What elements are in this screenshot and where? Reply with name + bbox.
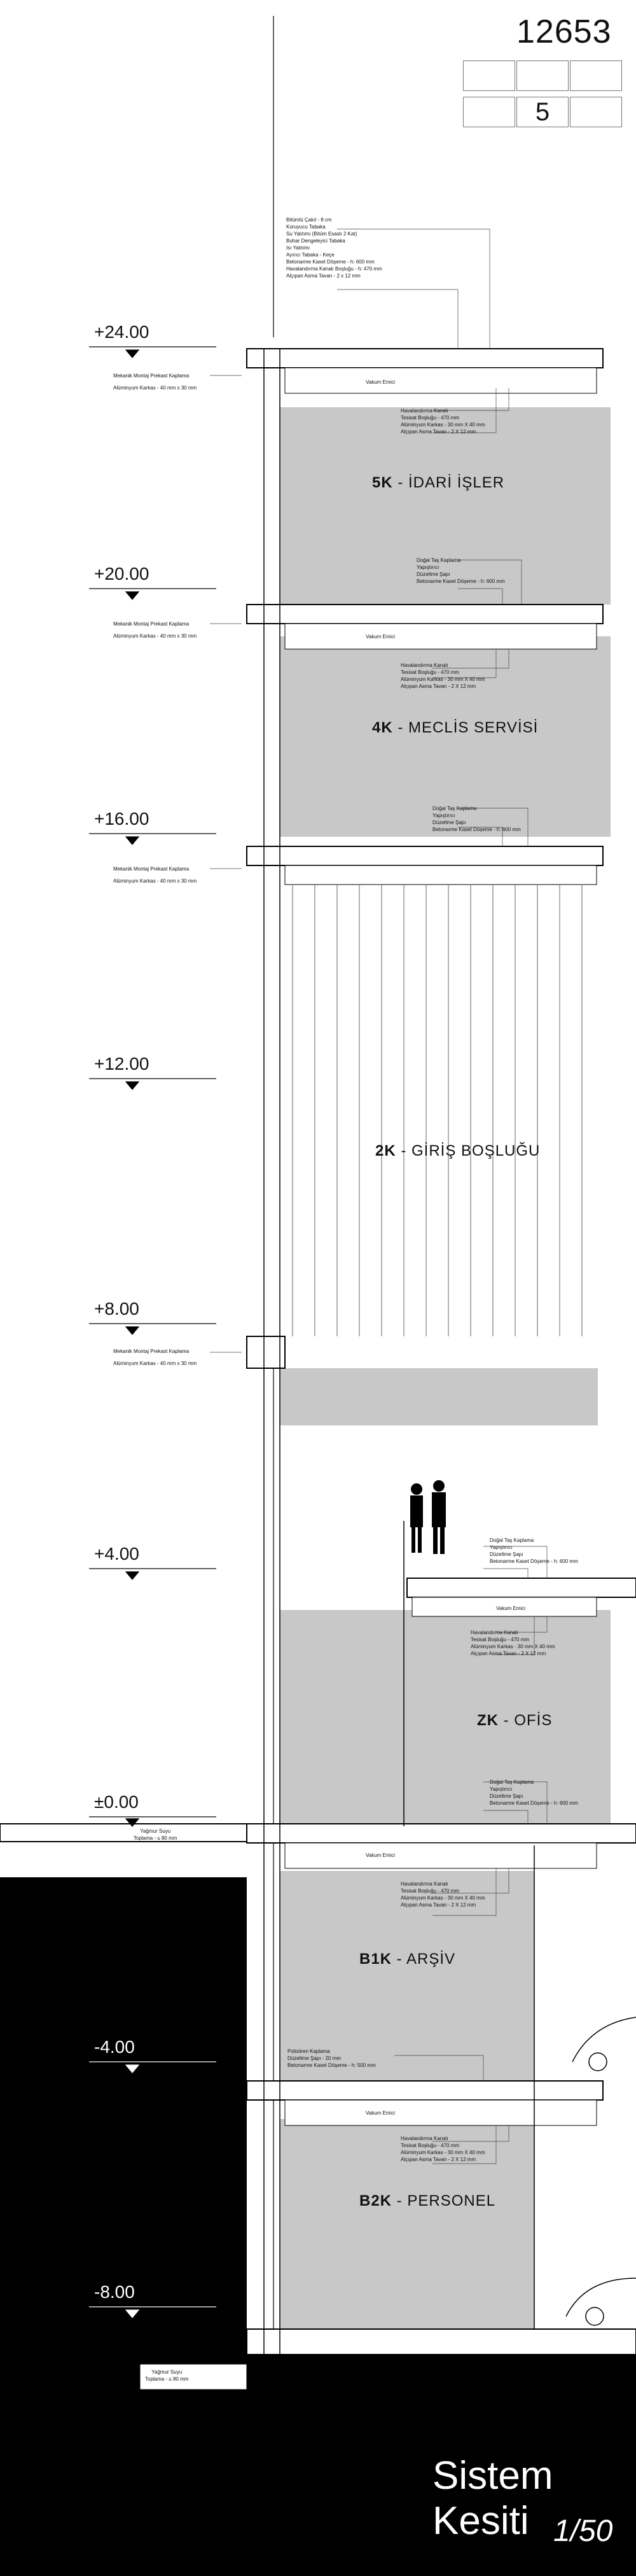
floor-notes: Doğal Taş Kaplama Yapıştırıcı Düzeltme Şapı Betonarme Kaset Döşeme - h: 600 mm <box>432 806 521 832</box>
rain-notes: Yağmur Suyu Toplama - ≤ 80 mm <box>145 2369 189 2382</box>
facade-notes: Mekanik Montaj Prekast Kaplama Alüminyum Karkas - 40 mm x 30 mm <box>113 373 197 391</box>
room-label: 4K - MECLİS SERVİSİ <box>372 719 539 736</box>
basement-slab-notes: Polistiren Kaplama Düzeltme Şapı - 20 mm Betonarme Kaset Döşeme - h: 500 mm <box>287 2048 376 2068</box>
level-label: +16.00 <box>94 809 149 829</box>
slab-20 <box>247 605 603 624</box>
slab-minus4 <box>247 2081 603 2100</box>
ceiling-notes: Havalandırma Kanalı Tesisat Boşluğu - 470 mm Alüminyum Karkas - 30 mm X 40 mm Alçıpan Asma Tavan - 2 X 12 mm <box>401 408 485 435</box>
header-box-1 <box>463 60 515 91</box>
roof-notes: Bitümlü Çakıl - 8 cm Koruyucu Tabaka Su Yalıtımı (Bitüm Esaslı 2 Kat) Buhar Dengeleyici Tabaka Isı Yalıtımı Ayırıcı Tabaka - Keçe Betonarme Kaset Döşeme - h: 600 mm Havalandırma Kanalı Boşluğu - h: 470 mm Alçıpan Asma Tavan - 2 x 12 mm <box>286 217 382 279</box>
level-label: +20.00 <box>94 564 149 584</box>
level-label: +24.00 <box>94 322 149 342</box>
people-figure <box>410 1480 446 1554</box>
level-label: +4.00 <box>94 1544 139 1564</box>
sheet-number-box: 5 <box>516 97 569 127</box>
level-label: ±0.00 <box>94 1792 139 1812</box>
room-label: 5K - İDARİ İŞLER <box>372 474 505 491</box>
header-box-4 <box>463 97 515 127</box>
vakum-label: Vakum Emici <box>366 379 396 385</box>
level-label: +8.00 <box>94 1299 139 1319</box>
ceiling-notes: Havalandırma Kanalı Tesisat Boşluğu - 470 mm Alüminyum Karkas - 30 mm X 40 mm Alçıpan Asma Tavan - 2 X 12 mm <box>401 2136 485 2162</box>
sheet-scale: 1/50 <box>553 2514 613 2548</box>
level-label: +12.00 <box>94 1054 149 1074</box>
facade-notes: Mekanik Montaj Prekast Kaplama Alüminyum Karkas - 40 mm x 30 mm <box>113 866 197 884</box>
ceiling-notes: Havalandırma Kanalı Tesisat Boşluğu - 470 mm Alüminyum Karkas - 30 mm X 40 mm Alçıpan Asma Tavan - 2 X 12 mm <box>401 1881 485 1908</box>
slab-4 <box>407 1578 636 1597</box>
ceiling-notes: Havalandırma Kanalı Tesisat Boşluğu - 470 mm Alüminyum Karkas - 30 mm X 40 mm Alçıpan Asma Tavan - 2 X 12 mm <box>471 1630 555 1656</box>
header-box-6 <box>570 97 622 127</box>
rain-notes: Yağmur Suyu Toplama - ≤ 80 mm <box>134 1828 177 1841</box>
earth-fill <box>0 1877 247 2576</box>
header-box-2 <box>516 60 569 91</box>
vakum-label: Vakum Emici <box>496 1606 526 1611</box>
vakum-label: Vakum Emici <box>366 1852 396 1858</box>
room-label: B2K - PERSONEL <box>359 2192 496 2209</box>
floor-notes: Doğal Taş Kaplama Yapıştırıcı Düzeltme Şapı Betonarme Kaset Döşeme - h: 600 mm <box>417 557 505 584</box>
slab-roof <box>247 349 603 368</box>
slab-16 <box>247 846 603 865</box>
slab-minus8 <box>247 2329 636 2355</box>
slab-8 <box>247 1336 285 1368</box>
floor-notes: Doğal Taş Kaplama Yapıştırıcı Düzeltme Şapı Betonarme Kaset Döşeme - h: 600 mm <box>490 1779 578 1806</box>
vakum-label: Vakum Emici <box>366 2110 396 2116</box>
car-outline <box>566 2017 636 2325</box>
mezzanine-slab-band <box>280 1368 598 1425</box>
room-label: B1K - ARŞİV <box>359 1950 456 1968</box>
ground-slab <box>0 1824 247 1842</box>
room-label: 2K - GİRİŞ BOŞLUĞU <box>375 1142 541 1159</box>
header-box-3 <box>570 60 622 91</box>
room-label: ZK - OFİS <box>477 1712 553 1729</box>
slab-0 <box>247 1824 636 1843</box>
level-label: -4.00 <box>94 2037 135 2057</box>
vakum-label: Vakum Emici <box>366 634 396 640</box>
floor-notes: Doğal Taş Kaplama Yapıştırıcı Düzeltme Şapı Betonarme Kaset Döşeme - h: 600 mm <box>490 1537 578 1564</box>
facade-notes: Mekanik Montaj Prekast Kaplama Alüminyum Karkas - 40 mm x 30 mm <box>113 621 197 639</box>
project-number: 12653 <box>516 13 612 50</box>
ceiling-notes: Havalandırma Kanalı Tesisat Boşluğu - 470 mm Alüminyum Karkas - 30 mm X 40 mm Alçıpan Asma Tavan - 2 X 12 mm <box>401 662 485 689</box>
level-label: -8.00 <box>94 2282 135 2302</box>
sheet-title: Sistem Kesiti <box>432 2454 553 2543</box>
facade-notes: Mekanik Montaj Prekast Kaplama Alüminyum Karkas - 40 mm x 30 mm <box>113 1348 197 1366</box>
